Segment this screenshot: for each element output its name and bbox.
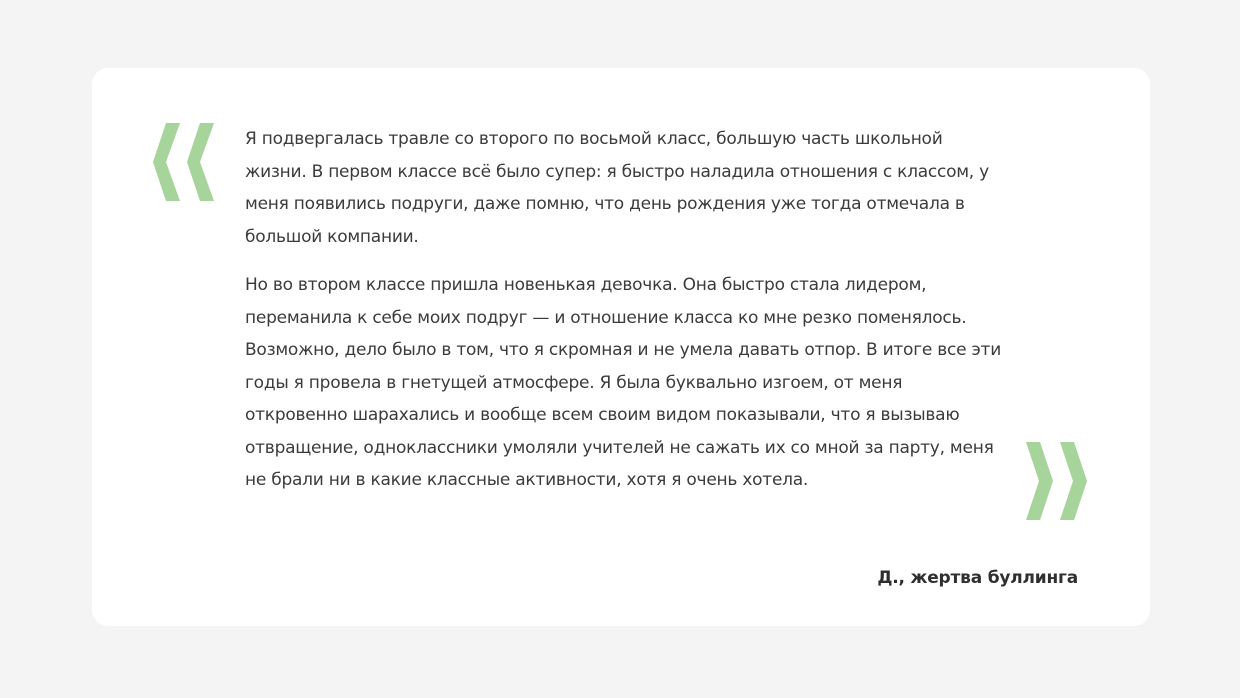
quote-paragraph-2: Но во втором классе пришла новенькая девочка. Она быстро стала лидером, переманила к себе моих подруг — и отношение класса ко мне резко поменялось. Возможно, дело было в том, что я скромная и не умела давать отпор. В итоге все эти годы я провела в гнетущей атмосфере. Я была буквально изгоем, от меня откровенно шарахались и вообще всем своим видом показывали, что я вызываю отвращение, одноклассники умоляли учителей не сажать их со мной за парту, меня не брали ни в какие классные активности, хотя я очень хотела. — [245, 275, 1001, 490]
quote-attribution: Д., жертва буллинга — [877, 568, 1078, 588]
quote-paragraph-1: Я подвергалась травле со второго по восьмой класс, большую часть школьной жизни. В первом классе всё было супер: я быстро наладила отношения с классом, у меня появились подруги, даже помню, что день рождения уже тогда отмечала в большой компании. — [245, 129, 989, 247]
quote-body — [245, 123, 1005, 497]
open-quote-icon — [153, 123, 217, 201]
quote-card — [92, 68, 1150, 626]
close-quote-icon — [1023, 442, 1087, 520]
